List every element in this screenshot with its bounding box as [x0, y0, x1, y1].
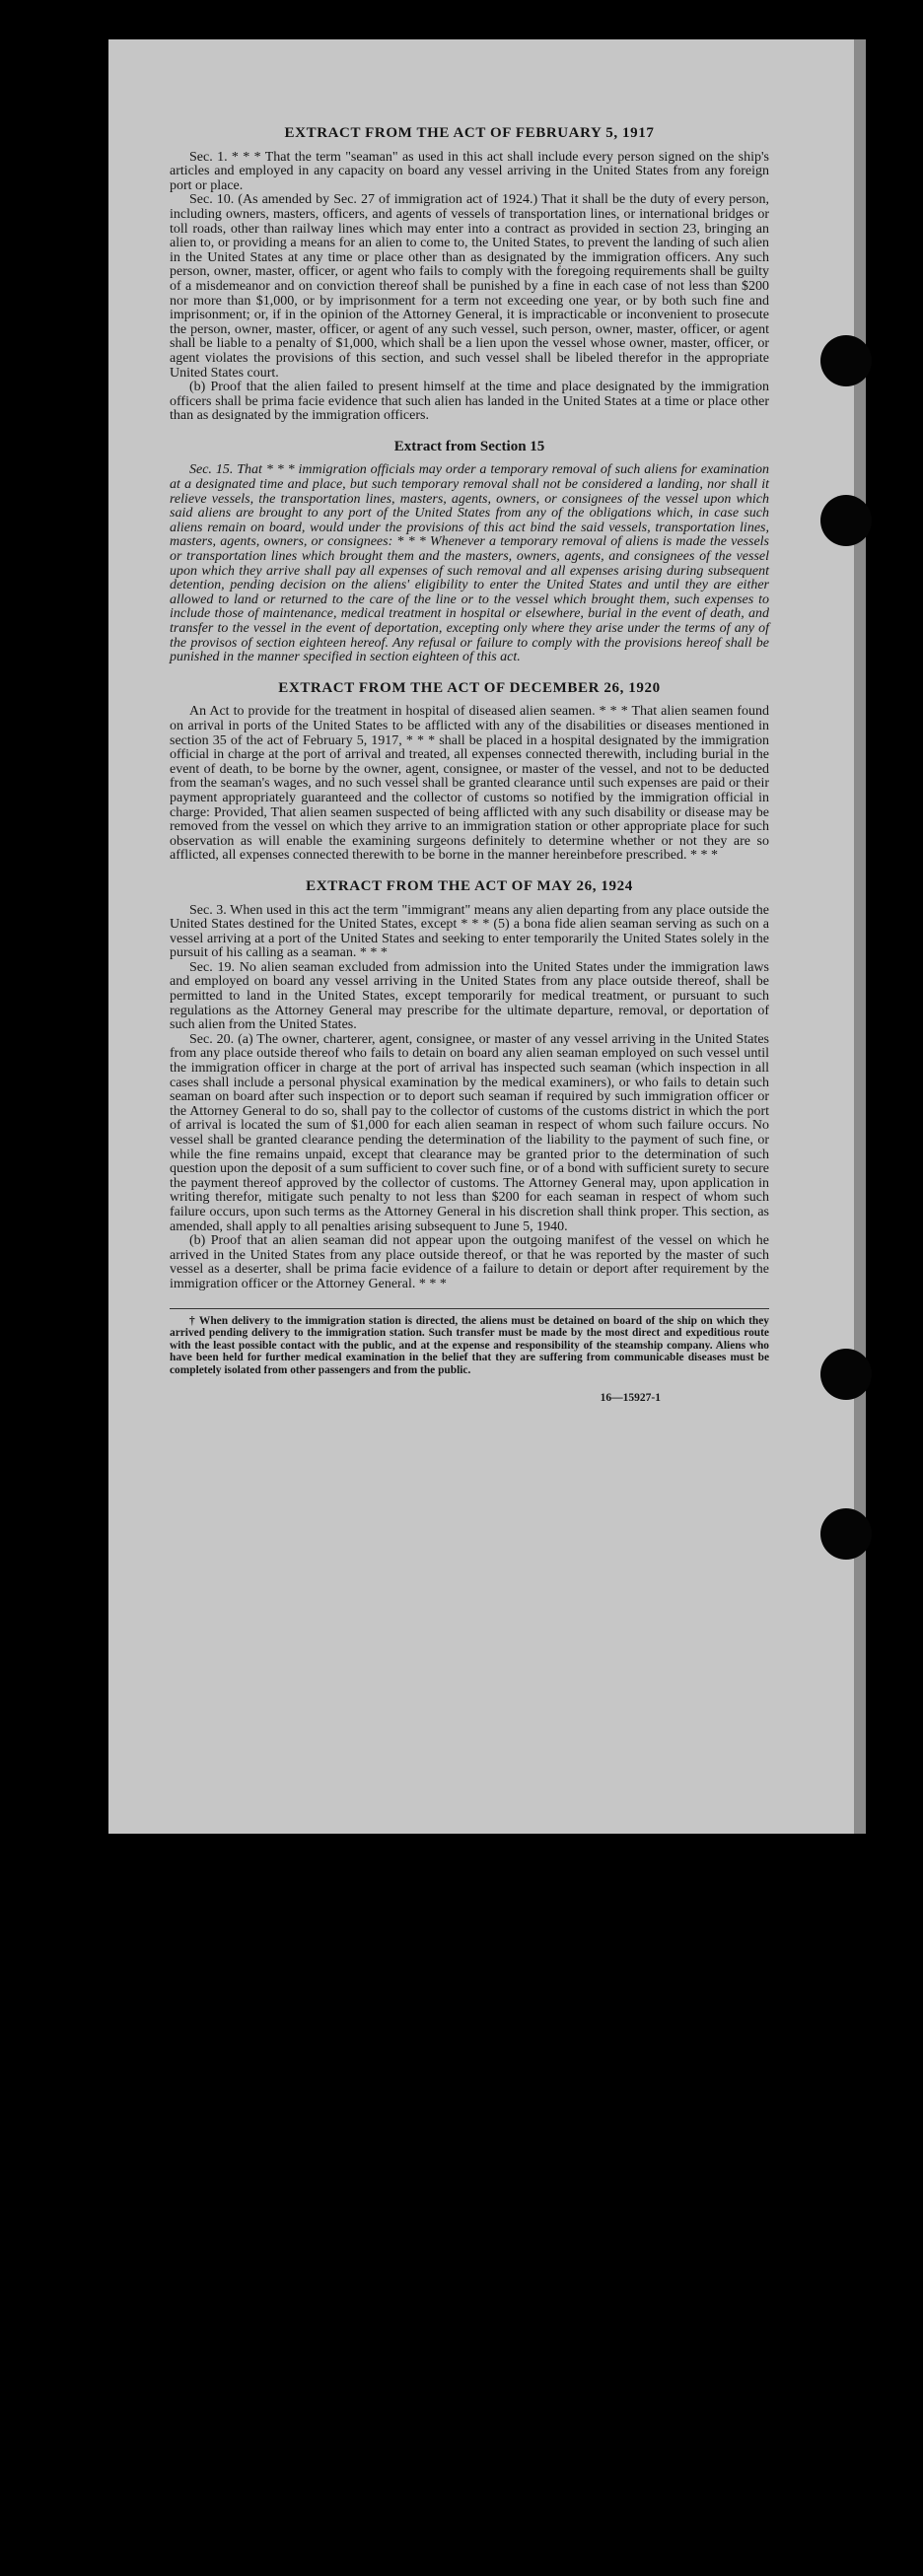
paragraph-hospital-act: An Act to provide for the treatment in hospital of diseased alien seamen. * * * That alien seamen found on arrival in ports of the United States to be afflicted with any of the disabilities or diseases mentioned in section 35 of the act of February 5, 1917, * * * shall be placed in a hospital designated by the immigration official in charge at the port of arrival and treated, all expenses connected therewith, including burial in the event of death, to be borne by the owner, agent, consignee, or master of the vessel, and not to be deducted from the seaman's wages, and no such vessel shall be granted clearance until such expenses are paid or their payment appropriately guaranteed and the collector of customs so notified by the immigration official in charge: Provided, That alien seamen suspected of being afflicted with any such disability or disease may be removed from the vessel on which they arrive to an immigration station or other appropriate place for such observation as will enable the examining surgeons definitely to determine whether or not they are so afflicted, all expenses connected therewith to be borne in the manner hereinbefore prescribed. * * *	[170, 704, 769, 864]
punch-hole-icon	[820, 335, 872, 386]
section-act-1917	[170, 126, 769, 424]
paragraph-sec-15: Sec. 15. That * * * immigration officials may order a temporary removal of such aliens for examination at a designated time and place, but such temporary removal shall not be considered a landing, nor shall it relieve vessels, the transportation lines, masters, agents, owners, or consignees of the vessel upon which said aliens are brought to any port of the United States from any of the obligations which, in case such aliens remain on board, would under the provisions of this act bind the said vessels, transportation lines, masters, agents, owners, or consignees: * * * Whenever a temporary removal of aliens is made the vessels or transportation lines which brought them and the masters, owners, agents, and consignees of the vessel upon which they arrive shall pay all expenses of such removal and all expenses arising during subsequent detention, pending decision on the aliens' eligibility to enter the United States and until they are either allowed to land or returned to the care of the line or to the vessel which brought them, such expenses to include those of maintenance, medical treatment in hospital or elsewhere, burial in the event of death, and transfer to the vessel in the event of deportation, excepting only where they arise under the terms of any of the provisos of section eighteen hereof. Any refusal or failure to comply with the provisions hereof shall be punished in the manner specified in section eighteen of this act.	[170, 462, 769, 665]
paragraph-sec-19: Sec. 19. No alien seaman excluded from admission into the United States under the immigration laws and employed on board any vessel arriving in the United States from any place outside thereof, shall be permitted to land in the United States, except temporarily for medical treatment, or pursuant to such regulations as the Attorney General may prescribe for the ultimate departure, removal, or deportation of such alien from the United States.	[170, 959, 769, 1033]
paragraph-sec-10: Sec. 10. (As amended by Sec. 27 of immigration act of 1924.) That it shall be the duty of every person, including owners, masters, officers, and agents of vessels of transportation lines, or international bridges or toll roads, other than railway lines which may enter into a contract as provided in section 23, bringing an alien to, or providing a means for an alien to come to, the United States, to prevent the landing of such alien in the United States at any time or place other than as designated by the immigration officers. Any such person, owner, master, officer, or agent who fails to comply with the foregoing requirements shall be guilty of a misdemeanor and on conviction thereof shall be punished by a fine in each case of not less than $200 nor more than $1,000, or by imprisonment for a term not exceeding one year, or by both such fine and imprisonment; or, if in the opinion of the Attorney General, it is impracticable or inconvenient to prosecute the person, owner, master, officer, or agent of any such vessel, such person, owner, master, officer, or agent shall be liable to a penalty of $1,000, which shall be a lien upon the vessel whose owner, master, officer, or agent violates the provisions of this section, and such vessel shall be libeled therefor in the appropriate United States court.	[170, 192, 769, 381]
section-extract-15	[170, 440, 769, 665]
section-heading: EXTRACT FROM THE ACT OF MAY 26, 1924	[306, 877, 633, 894]
paragraph-sec-20: Sec. 20. (a) The owner, charterer, agent, consignee, or master of any vessel arriving in the United States from any place outside thereof who fails to detain on board any alien seaman employed on such vessel until the immigration officer in charge at the port of arrival has inspected such seaman (which inspection in all cases shall include a personal physical examination by the medical examiners), or who fails to detain such seaman on board after such inspection or to deport such seaman if required by such immigration officer or the Attorney General to do so, shall pay to the collector of customs of the customs district in which the port of arrival is located the sum of $1,000 for each alien seaman in respect of whom such failure occurs. No vessel shall be granted clearance pending the determination of the liability to the payment of such fine, or while the fine remains unpaid, except that clearance may be granted prior to the determination of such question upon the deposit of a sum sufficient to cover such fine, or of a bond with sufficient surety to secure the payment thereof approved by the collector of customs. The Attorney General may, upon application in writing therefor, mitigate such penalty to not less than $200 for each seaman in respect of whom such failure occurs, upon such terms as the Attorney General in his discretion shall think proper. This section, as amended, shall apply to all penalties arising subsequent to June 5, 1940.	[170, 1031, 769, 1234]
paragraph-sec-1: Sec. 1. * * * That the term "seaman" as used in this act shall include every person signed on the ship's articles and employed in any capacity on board any vessel arriving in the United States from any foreign port or place.	[170, 149, 769, 193]
document-page	[108, 39, 854, 1834]
document-body	[170, 126, 769, 1405]
footnote-text: † When delivery to the immigration station is directed, the aliens must be detained on board of the ship on which they arrived pending delivery to the immigration station. Such transfer must be made by the most direct and expeditious route with the least possible contact with the public, and at the expense and responsibility of the steamship company. Aliens who have been held for further medical examination in the belief that they are suffering from communicable diseases must be completely isolated from other passengers and from the public.	[170, 1314, 769, 1376]
section-act-1924	[170, 879, 769, 1292]
section-heading: Extract from Section 15	[393, 438, 545, 454]
footnote	[170, 1308, 769, 1377]
section-act-1920	[170, 681, 769, 864]
punch-hole-icon	[820, 495, 872, 546]
paragraph-sec-3: Sec. 3. When used in this act the term "immigrant" means any alien departing from any place outside the United States destined for the United States, except * * * (5) a bona fide alien seaman serving as such on a vessel arriving at a port of the United States and seeking to enter temporarily the United States solely in the pursuit of his calling as a seaman. * * *	[170, 902, 769, 961]
section-heading: EXTRACT FROM THE ACT OF FEBRUARY 5, 1917	[284, 125, 655, 141]
paragraph-sec-10-b: (b) Proof that the alien failed to present himself at the time and place designated by the immigration officers shall be prima facie evidence that such alien has landed in the United States at a time or place other than as designated by the immigration officers.	[170, 380, 769, 424]
document-number: 16—15927-1	[600, 1391, 661, 1404]
punch-hole-icon	[820, 1349, 872, 1400]
punch-hole-icon	[820, 1508, 872, 1560]
section-heading: EXTRACT FROM THE ACT OF DECEMBER 26, 1920	[278, 679, 661, 696]
page-edge-shadow	[854, 39, 866, 1834]
paragraph-sec-20-b: (b) Proof that an alien seaman did not appear upon the outgoing manifest of the vessel on which he arrived in the United States from any place outside thereof, or that he was reported by the master of such vessel as a deserter, shall be prima facie evidence of a failure to detain or deport after requirement by the immigration officer or the Attorney General. * * *	[170, 1233, 769, 1291]
